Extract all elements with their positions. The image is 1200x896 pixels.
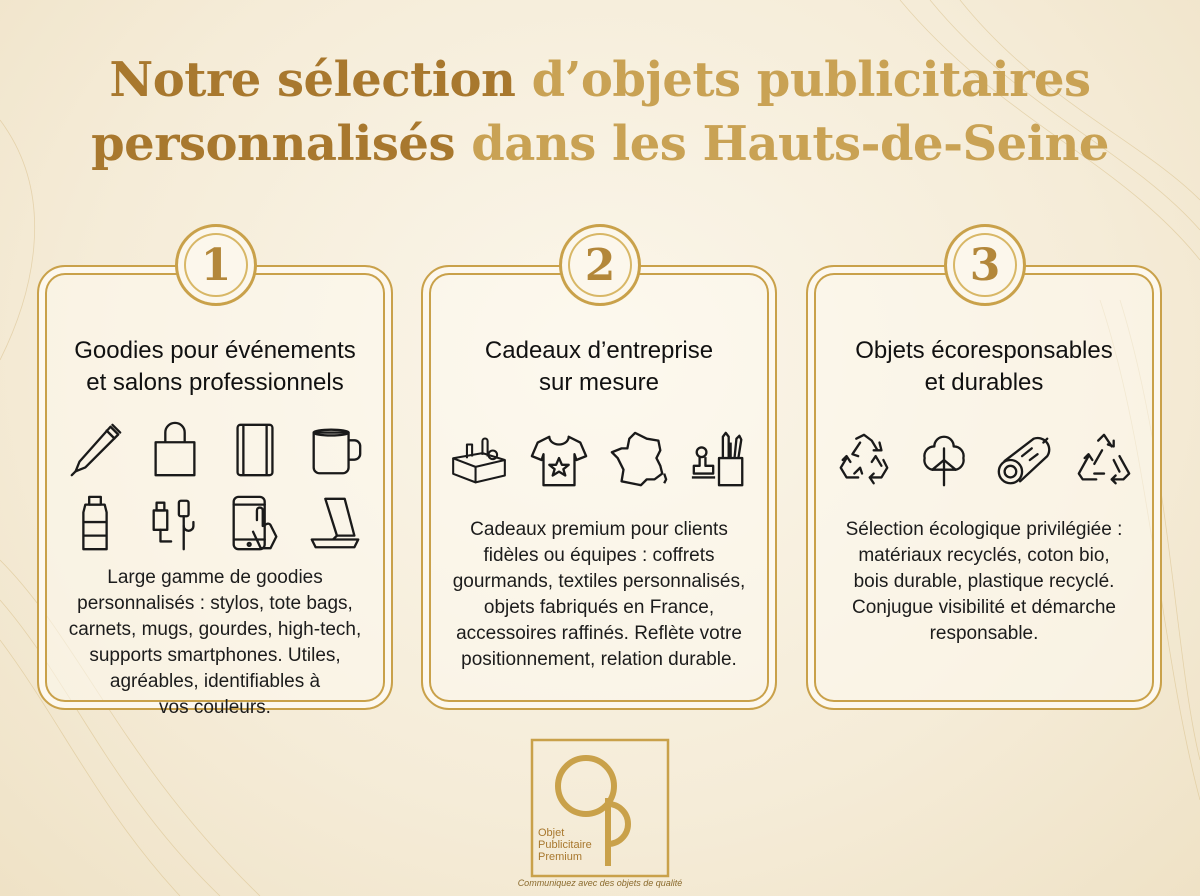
title-line1-part2: d’objets publicitaires bbox=[515, 52, 1091, 108]
desc-line: vos couleurs. bbox=[159, 697, 271, 718]
card-number-badge: 3 bbox=[944, 224, 1026, 306]
card-title bbox=[433, 335, 765, 399]
usb-cable-icon bbox=[144, 493, 206, 555]
notebook-icon bbox=[224, 419, 286, 481]
icon-grid bbox=[55, 415, 375, 559]
card-description bbox=[59, 565, 371, 721]
desc-line: Cadeaux premium pour clients bbox=[470, 519, 728, 540]
desc-line: fidèles ou équipes : coffrets bbox=[483, 545, 715, 566]
title-line2-part1: personnalisés bbox=[91, 116, 455, 172]
desc-line: bois durable, plastique recyclé. bbox=[853, 571, 1115, 592]
tote-bag-icon bbox=[144, 419, 206, 481]
logo-line1: Objet bbox=[538, 827, 565, 839]
mug-icon bbox=[304, 419, 366, 481]
desc-line: gourmands, textiles personnalisés, bbox=[452, 571, 746, 592]
desc-line: Sélection écologique privilégiée : bbox=[845, 519, 1123, 540]
desc-line: personnalisés : stylos, tote bags, bbox=[77, 593, 353, 614]
card-title-line1: Objets écoresponsables bbox=[855, 337, 1113, 364]
france-map-icon bbox=[608, 429, 670, 491]
phone-stand-icon bbox=[304, 493, 366, 555]
card-title-line2: et salons professionnels bbox=[86, 369, 344, 396]
card-cadeaux bbox=[421, 239, 777, 710]
title-line1-part1: Notre sélection bbox=[109, 52, 516, 108]
gift-box-icon bbox=[448, 429, 510, 491]
desc-line: positionnement, relation durable. bbox=[461, 649, 737, 670]
card-goodies bbox=[37, 239, 393, 718]
card-ecoresponsables bbox=[806, 239, 1162, 710]
card-title-line1: Cadeaux d’entreprise bbox=[484, 337, 714, 364]
phone-touch-icon bbox=[224, 493, 286, 555]
card-title bbox=[818, 335, 1150, 399]
desc-line: accessoires raffinés. Reflète votre bbox=[456, 623, 742, 644]
icon-row bbox=[824, 425, 1144, 495]
stamp-pencils-icon bbox=[688, 429, 750, 491]
pen-icon bbox=[64, 419, 126, 481]
card-description bbox=[443, 517, 755, 673]
logo-tagline: Communiquez avec des objets de qualité bbox=[517, 878, 683, 888]
brand-logo bbox=[530, 738, 670, 878]
card-number-badge: 1 bbox=[175, 224, 257, 306]
logo-line2: Publicitaire bbox=[538, 839, 592, 851]
desc-line: responsable. bbox=[929, 623, 1039, 644]
desc-line: objets fabriqués en France, bbox=[483, 597, 715, 618]
recycle-icon bbox=[833, 429, 895, 491]
wood-log-icon bbox=[993, 429, 1055, 491]
page-title bbox=[0, 48, 1200, 176]
bottle-icon bbox=[64, 493, 126, 555]
desc-line: carnets, mugs, gourdes, high-tech, bbox=[68, 619, 362, 640]
desc-line: matériaux recyclés, coton bio, bbox=[858, 545, 1110, 566]
card-title bbox=[49, 335, 381, 399]
card-title-line1: Goodies pour événements bbox=[74, 337, 356, 364]
recycle-triangle-icon bbox=[1073, 429, 1135, 491]
icon-row bbox=[439, 425, 759, 495]
desc-line: supports smartphones. Utiles, bbox=[89, 645, 341, 666]
card-description bbox=[828, 517, 1140, 647]
tshirt-star-icon bbox=[528, 429, 590, 491]
cotton-icon bbox=[913, 429, 975, 491]
card-title-line2: sur mesure bbox=[538, 369, 660, 396]
desc-line: Large gamme de goodies bbox=[107, 567, 323, 588]
card-title-line2: et durables bbox=[924, 369, 1044, 396]
title-line2-part2: dans les Hauts-de-Seine bbox=[455, 116, 1109, 172]
card-number-badge: 2 bbox=[559, 224, 641, 306]
logo-line3: Premium bbox=[538, 851, 583, 863]
desc-line: Conjugue visibilité et démarche bbox=[851, 597, 1117, 618]
desc-line: agréables, identifiables à bbox=[109, 671, 321, 692]
